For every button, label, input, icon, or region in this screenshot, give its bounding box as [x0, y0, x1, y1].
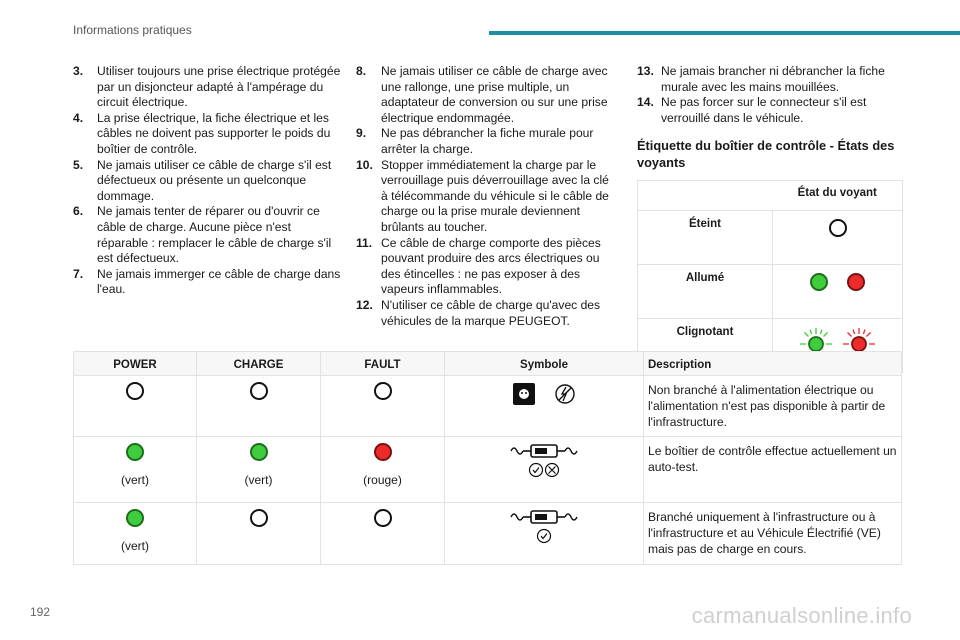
- item-text: Ne jamais utiliser ce câble de charge s'il est défectueux ou présente un quelconque dommage.: [97, 157, 332, 203]
- list-item: [356, 236, 614, 298]
- light-off-icon: [374, 509, 392, 527]
- description-cell: Le boîtier de contrôle effectue actuellement un auto-test.: [644, 437, 902, 503]
- symbol-cell: [445, 376, 644, 437]
- fault-cell: [321, 376, 445, 437]
- list-item: [356, 64, 614, 126]
- instructions-column-2: [356, 64, 614, 329]
- charge-cell: [197, 376, 321, 437]
- light-red-icon: [374, 443, 392, 461]
- indicator-states-table: [637, 180, 903, 373]
- item-number: 10.: [356, 157, 373, 172]
- item-number: 11.: [356, 235, 373, 250]
- list-item: [73, 111, 341, 158]
- list-item: [73, 64, 341, 111]
- light-off-icon: [126, 382, 144, 400]
- item-text: Ne jamais utiliser ce câble de charge avec une rallonge, une prise multiple, un adaptateur de conversion ou sur une prise électrique endommagée.: [381, 64, 608, 125]
- table-row: [638, 211, 903, 265]
- item-text: Ne jamais brancher ni débrancher la fiche murale avec les mains mouillées.: [661, 64, 885, 94]
- item-text: Ne pas forcer sur le connecteur s'il est verrouillé dans le véhicule.: [661, 95, 867, 125]
- table-row: [74, 503, 902, 565]
- light-green-icon: [126, 443, 144, 461]
- charge-cell: [197, 503, 321, 565]
- connected-cable-icon: [509, 509, 579, 545]
- table-header-row: [638, 181, 903, 211]
- item-number: 3.: [73, 64, 84, 78]
- control-box-status-table: [73, 351, 902, 565]
- page-number: 192: [30, 605, 51, 619]
- list-item: [356, 158, 614, 236]
- item-text: N'utiliser ce câble de charge qu'avec des véhicules de la marque PEUGEOT.: [381, 297, 601, 328]
- table-header-empty: [638, 181, 773, 211]
- item-text: Ne jamais tenter de réparer ou d'ouvrir ce câble de charge. Aucune pièce n'est réparable : remplacer le câble de charge s'il est défectueux.: [97, 204, 332, 266]
- item-text: Ce câble de charge comporte des pièces pouvant produire des arcs électriques ou des étincelles : ne pas exposer à des vapeurs inflammables.: [381, 235, 601, 297]
- state-visual-off: [773, 211, 903, 265]
- power-cell: [74, 503, 197, 565]
- light-off-icon: [374, 382, 392, 400]
- list-item: [73, 267, 341, 298]
- item-number: 14.: [637, 95, 654, 110]
- item-number: 13.: [637, 64, 654, 78]
- light-green-icon: [810, 273, 828, 291]
- light-green-icon: [126, 509, 144, 527]
- symbol-cell: [445, 437, 644, 503]
- table-row: [74, 437, 902, 503]
- table-row: [74, 376, 902, 437]
- table-row: [638, 265, 903, 319]
- item-text: La prise électrique, la fiche électrique et les câbles ne doivent pas supporter le poids du boîtier de contrôle.: [97, 110, 331, 156]
- instructions-column-1: [73, 64, 341, 298]
- light-green-icon: [250, 443, 268, 461]
- header-charge: CHARGE: [197, 352, 321, 376]
- section-title: Étiquette du boîtier de contrôle - États des voyants: [637, 138, 895, 170]
- list-item: [637, 95, 903, 126]
- item-number: 7.: [73, 266, 84, 281]
- light-off-icon: [829, 219, 847, 237]
- item-text: Stopper immédiatement la charge par le verrouillage puis déverrouillage avec la clé à télécommande du véhicule si le câble de charge ou la prise murale deviennent brûlants au toucher.: [381, 157, 609, 234]
- list-item: [356, 126, 614, 157]
- power-cell: [74, 437, 197, 503]
- color-label: (vert): [121, 473, 149, 487]
- self-test-cable-icon: [509, 443, 579, 479]
- unplugged-no-power-icon: [511, 382, 577, 406]
- watermark-text: carmanualsonline.info: [691, 603, 912, 628]
- state-label-blinking: Clignotant: [638, 319, 773, 373]
- color-label: (rouge): [363, 473, 402, 487]
- table-header-row: [74, 352, 902, 376]
- item-number: 6.: [73, 204, 84, 219]
- header-accent-bar: [489, 31, 960, 35]
- fault-cell: [321, 503, 445, 565]
- list-item: [73, 204, 341, 266]
- fault-cell: [321, 437, 445, 503]
- page-header-title: Informations pratiques: [73, 23, 192, 37]
- charge-cell: [197, 437, 321, 503]
- color-label: (vert): [121, 539, 149, 553]
- light-off-icon: [250, 509, 268, 527]
- list-item: [637, 64, 903, 95]
- header-fault: FAULT: [321, 352, 445, 376]
- header-description: Description: [644, 352, 902, 376]
- instructions-column-3: [637, 64, 903, 171]
- light-off-icon: [250, 382, 268, 400]
- state-visual-on: [773, 265, 903, 319]
- item-number: 9.: [356, 126, 367, 141]
- power-cell: [74, 376, 197, 437]
- description-cell: Non branché à l'alimentation électrique ou l'alimentation n'est pas disponible à partir de l'infrastructure.: [644, 376, 902, 437]
- item-number: 4.: [73, 110, 84, 125]
- item-number: 5.: [73, 157, 84, 172]
- header-power: POWER: [74, 352, 197, 376]
- color-label: (vert): [244, 473, 273, 487]
- item-text: Utiliser toujours une prise électrique protégée par un disjoncteur adapté à l'ampérage du circuit électrique.: [97, 64, 341, 110]
- header-symbol: Symbole: [445, 352, 644, 376]
- item-number: 12.: [356, 297, 373, 312]
- description-cell: Branché uniquement à l'infrastructure ou à l'infrastructure et au Véhicule Électrifié (VE) mais pas de charge en cours.: [644, 503, 902, 565]
- item-text: Ne pas débrancher la fiche murale pour arrêter la charge.: [381, 126, 594, 156]
- light-red-icon: [847, 273, 865, 291]
- table-header-state: État du voyant: [773, 181, 903, 211]
- state-label-off: Éteint: [638, 211, 773, 265]
- item-number: 8.: [356, 64, 367, 78]
- item-text: Ne jamais immerger ce câble de charge dans l'eau.: [97, 266, 341, 297]
- list-item: [73, 158, 341, 205]
- state-label-on: Allumé: [638, 265, 773, 319]
- symbol-cell: [445, 503, 644, 565]
- list-item: [356, 298, 614, 329]
